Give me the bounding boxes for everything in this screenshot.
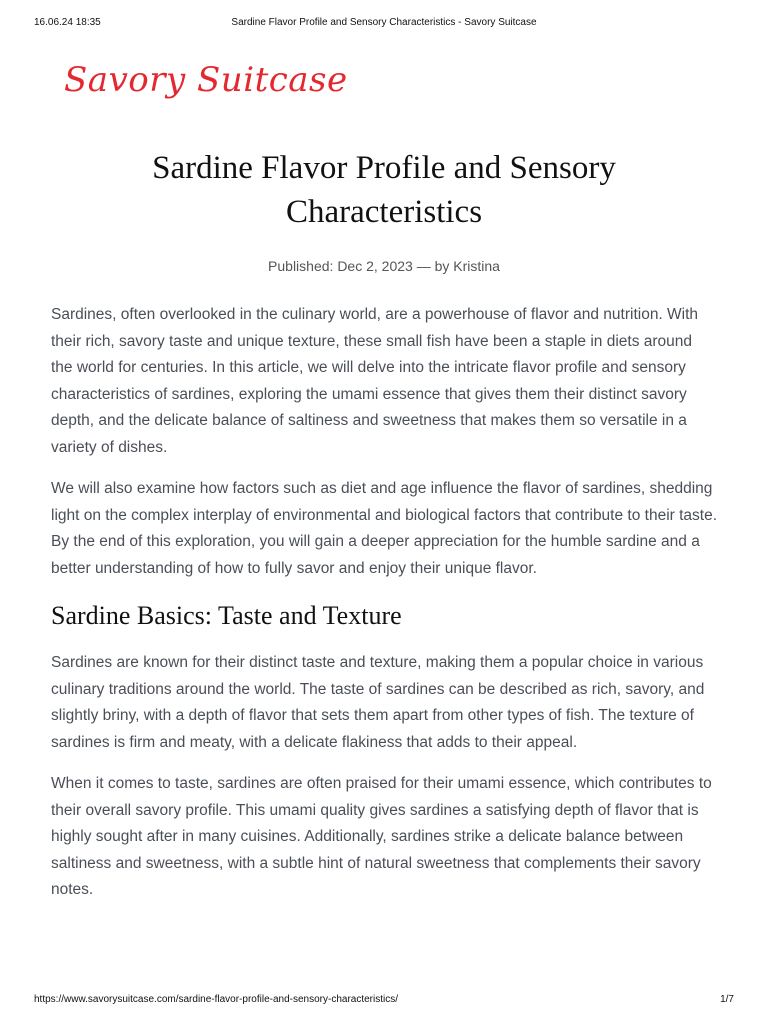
print-url: https://www.savorysuitcase.com/sardine-flavor-profile-and-sensory-characteristics/ — [34, 994, 399, 1005]
site-logo[interactable]: Savory Suitcase — [64, 60, 348, 100]
published-label: Published: — [268, 258, 334, 274]
print-page-title: Sardine Flavor Profile and Sensory Characteristics - Savory Suitcase — [231, 17, 537, 28]
section-paragraph-2: When it comes to taste, sardines are often praised for their umami essence, which contributes to their overall savory profile. This umami quality gives sardines a satisfying depth of flavor that is highly sought after in many cuisines. Additionally, sardines strike a delicate balance between saltiness and sweetness, with a subtle hint of natural sweetness that complements their savory notes. — [51, 775, 712, 898]
print-datetime: 16.06.24 18:35 — [34, 17, 101, 28]
article — [51, 146, 717, 904]
by-label: by — [434, 258, 450, 274]
print-footer — [34, 994, 734, 1008]
intro-paragraph-2: We will also examine how factors such as diet and age influence the flavor of sardines, shedding light on the complex interplay of environmental and biological factors that contribute to their taste. By the end of this exploration, you will gain a deeper appreciation for the humble sardine and a better understanding of how to fully savor and enjoy their unique flavor. — [51, 480, 718, 577]
meta-separator: — — [416, 258, 431, 274]
intro-paragraph-1: Sardines, often overlooked in the culinary world, are a powerhouse of flavor and nutrition. With their rich, savory taste and unique texture, these small fish have been a staple in diets around the world for centuries. In this article, we will delve into the intricate flavor profile and sensory characteristics of sardines, exploring the umami essence that gives them their distinct savory depth, and the delicate balance of saltiness and sweetness that makes them so versatile in a variety of dishes. — [51, 306, 699, 456]
published-date: Dec 2, 2023 — [337, 258, 413, 274]
print-header — [34, 17, 734, 31]
section-heading: Sardine Basics: Taste and Texture — [51, 601, 402, 630]
author-link[interactable]: Kristina — [453, 258, 500, 274]
article-meta — [51, 257, 717, 275]
section-paragraph-1: Sardines are known for their distinct taste and texture, making them a popular choice in various culinary traditions around the world. The taste of sardines can be described as rich, savory, and slightly briny, with a depth of flavor that sets them apart from other types of fish. The texture of sardines is firm and meaty, with a delicate flakiness that adds to their appeal. — [51, 654, 705, 751]
article-title: Sardine Flavor Profile and Sensory Characteristics — [152, 150, 616, 230]
print-page-number: 1/7 — [720, 994, 734, 1005]
